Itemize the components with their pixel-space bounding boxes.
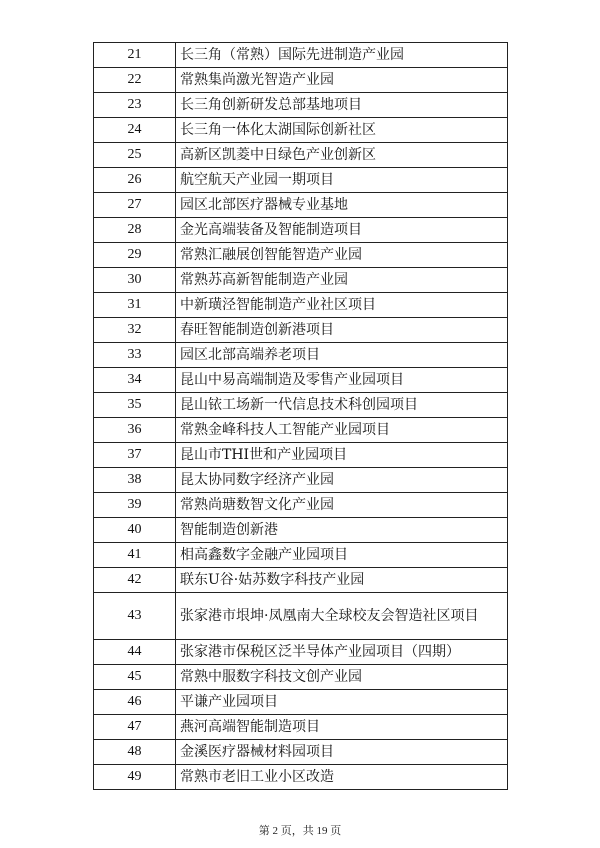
table-row	[94, 543, 508, 568]
row-number: 38	[94, 468, 176, 493]
row-number: 47	[94, 715, 176, 740]
project-name: 张家港市保税区泛半导体产业园项目（四期）	[176, 640, 508, 665]
table-row	[94, 690, 508, 715]
table-row	[94, 443, 508, 468]
table-row	[94, 243, 508, 268]
row-number: 46	[94, 690, 176, 715]
row-number: 25	[94, 143, 176, 168]
table-row	[94, 143, 508, 168]
table-row	[94, 518, 508, 543]
row-number: 27	[94, 193, 176, 218]
project-table	[93, 42, 508, 790]
table-row	[94, 640, 508, 665]
row-number: 36	[94, 418, 176, 443]
table-row	[94, 393, 508, 418]
table-row	[94, 68, 508, 93]
row-number: 33	[94, 343, 176, 368]
row-number: 28	[94, 218, 176, 243]
project-name: 昆山中易高端制造及零售产业园项目	[176, 368, 508, 393]
row-number: 32	[94, 318, 176, 343]
project-name: 常熟苏高新智能制造产业园	[176, 268, 508, 293]
row-number: 48	[94, 740, 176, 765]
row-number: 40	[94, 518, 176, 543]
row-number: 41	[94, 543, 176, 568]
row-number: 22	[94, 68, 176, 93]
project-name: 中新璜泾智能制造产业社区项目	[176, 293, 508, 318]
row-number: 34	[94, 368, 176, 393]
row-number: 35	[94, 393, 176, 418]
row-number: 21	[94, 43, 176, 68]
table-row	[94, 43, 508, 68]
project-name: 春旺智能制造创新港项目	[176, 318, 508, 343]
project-name: 长三角（常熟）国际先进制造产业园	[176, 43, 508, 68]
project-name: 常熟尚瑭数智文化产业园	[176, 493, 508, 518]
table-row	[94, 268, 508, 293]
project-name: 张家港市垠坤·凤凰南大全球校友会智造社区项目	[176, 593, 508, 640]
table-row	[94, 568, 508, 593]
project-name: 昆山市THI世和产业园项目	[176, 443, 508, 468]
project-name: 园区北部高端养老项目	[176, 343, 508, 368]
row-number: 45	[94, 665, 176, 690]
project-name: 常熟集尚激光智造产业园	[176, 68, 508, 93]
row-number: 37	[94, 443, 176, 468]
project-name: 金溪医疗器械材料园项目	[176, 740, 508, 765]
table-row	[94, 93, 508, 118]
table-row	[94, 368, 508, 393]
row-number: 23	[94, 93, 176, 118]
project-name: 昆太协同数字经济产业园	[176, 468, 508, 493]
project-name: 金光高端装备及智能制造项目	[176, 218, 508, 243]
row-number: 42	[94, 568, 176, 593]
row-number: 29	[94, 243, 176, 268]
table-row	[94, 765, 508, 790]
project-name: 常熟中服数字科技文创产业园	[176, 665, 508, 690]
project-name: 高新区凯菱中日绿色产业创新区	[176, 143, 508, 168]
project-name: 航空航天产业园一期项目	[176, 168, 508, 193]
page-footer: 第 2 页，共 19 页	[258, 825, 342, 837]
row-number: 30	[94, 268, 176, 293]
row-number: 49	[94, 765, 176, 790]
project-name: 常熟金峰科技人工智能产业园项目	[176, 418, 508, 443]
table-row	[94, 418, 508, 443]
project-name: 联东U谷·姑苏数字科技产业园	[176, 568, 508, 593]
project-name: 长三角创新研发总部基地项目	[176, 93, 508, 118]
project-name: 昆山铱工场新一代信息技术科创园项目	[176, 393, 508, 418]
row-number: 24	[94, 118, 176, 143]
table-row	[94, 168, 508, 193]
table-row	[94, 715, 508, 740]
table-row	[94, 740, 508, 765]
row-number: 43	[94, 593, 176, 640]
project-table-body	[94, 43, 508, 790]
project-name: 长三角一体化太湖国际创新社区	[176, 118, 508, 143]
row-number: 39	[94, 493, 176, 518]
row-number: 31	[94, 293, 176, 318]
project-name: 常熟市老旧工业小区改造	[176, 765, 508, 790]
table-row	[94, 193, 508, 218]
project-name: 燕河高端智能制造项目	[176, 715, 508, 740]
project-name: 常熟汇融展创智能智造产业园	[176, 243, 508, 268]
project-name: 园区北部医疗器械专业基地	[176, 193, 508, 218]
project-name: 智能制造创新港	[176, 518, 508, 543]
table-row	[94, 593, 508, 640]
table-row	[94, 118, 508, 143]
table-row	[94, 665, 508, 690]
table-row	[94, 493, 508, 518]
table-row	[94, 218, 508, 243]
table-row	[94, 343, 508, 368]
table-row	[94, 468, 508, 493]
row-number: 44	[94, 640, 176, 665]
project-name: 平谦产业园项目	[176, 690, 508, 715]
table-row	[94, 318, 508, 343]
project-name: 相高鑫数字金融产业园项目	[176, 543, 508, 568]
table-row	[94, 293, 508, 318]
row-number: 26	[94, 168, 176, 193]
